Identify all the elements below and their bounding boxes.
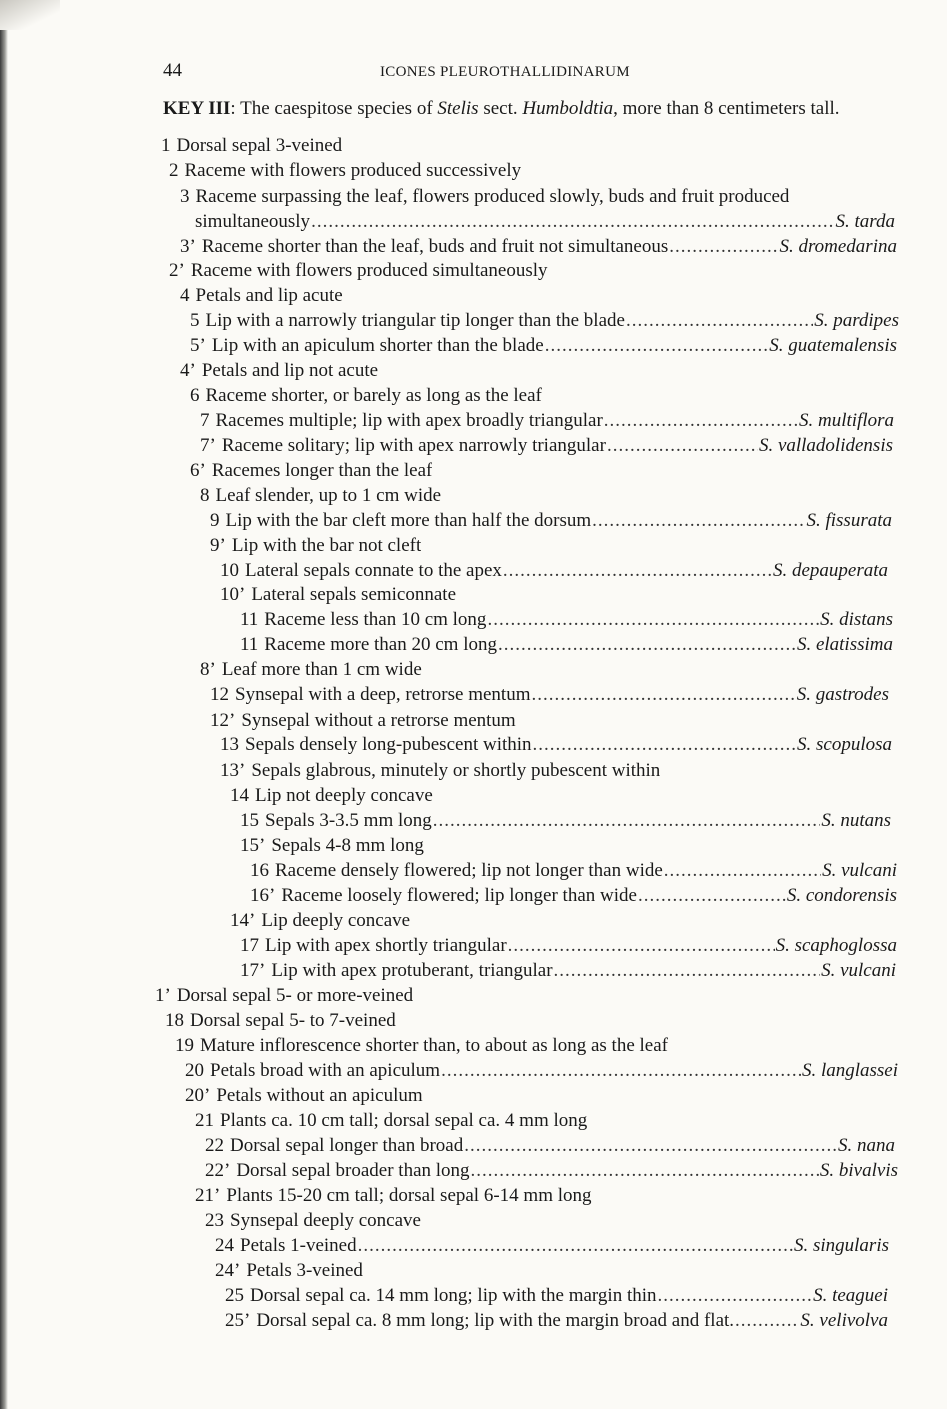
couplet-text: Raceme loosely flowered; lip longer than wide: [281, 885, 637, 906]
couplet-text: Synsepal deeply concave: [230, 1210, 421, 1231]
species-name: S. fissurata: [806, 510, 892, 531]
dot-leader: [508, 935, 775, 957]
species-name: S. elatissima: [796, 634, 893, 655]
key-couplet-line: [230, 785, 433, 809]
couplet-number: 23: [205, 1210, 224, 1231]
couplet-text: Lateral sepals semiconnate: [251, 584, 457, 605]
couplet-text: Leaf more than 1 cm wide: [221, 659, 422, 680]
key-couplet-line: [195, 211, 895, 235]
key-couplet-line: [220, 584, 456, 608]
key-couplet-line: [190, 310, 899, 334]
key-couplet-line: [220, 560, 888, 584]
key-couplet-line: [205, 1210, 421, 1234]
couplet-number: 20’: [185, 1085, 211, 1106]
couplet-number: 15: [240, 810, 259, 831]
couplet-text: Sepals 3-3.5 mm long: [265, 810, 432, 831]
key-title-text-2: sect.: [478, 98, 523, 119]
species-name: S. teaguei: [813, 1285, 888, 1306]
couplet-text: Dorsal sepal 5- or more-veined: [176, 985, 414, 1006]
couplet-number: 13’: [220, 760, 246, 781]
dot-leader: [311, 211, 834, 233]
species-name: S. depauperata: [772, 560, 888, 581]
couplet-text: Raceme with flowers produced successively: [184, 160, 522, 181]
key-couplet-line: [220, 760, 660, 784]
key-couplet-line: [210, 535, 421, 559]
key-couplet-line: [250, 860, 897, 884]
couplet-number: 11: [240, 609, 259, 630]
species-name: S. scaphoglossa: [775, 935, 897, 956]
couplet-number: 6’: [190, 460, 206, 481]
couplet-text: Petals 3-veined: [246, 1260, 363, 1281]
species-name: S. tarda: [835, 211, 895, 232]
couplet-number: 15’: [240, 835, 266, 856]
key-couplet-line: [215, 1260, 363, 1284]
couplet-number: 13: [220, 734, 239, 755]
running-head: ICONES PLEUROTHALLIDINARUM: [380, 64, 630, 80]
species-name: S. scopulosa: [797, 734, 892, 755]
couplet-number: 14: [230, 785, 249, 806]
species-name: S. distans: [820, 609, 893, 630]
couplet-text: Dorsal sepal 3-veined: [176, 135, 343, 156]
couplet-number: 6: [190, 385, 200, 406]
couplet-text: Petals and lip not acute: [201, 360, 379, 381]
couplet-text: Racemes multiple; lip with apex broadly triangular: [215, 410, 603, 431]
couplet-number: 25: [225, 1285, 244, 1306]
key-couplet-line: [155, 985, 413, 1009]
dot-leader: [626, 310, 813, 332]
couplet-number: 16: [250, 860, 269, 881]
dot-leader: [554, 960, 821, 982]
couplet-number: 5: [190, 310, 200, 331]
key-couplet-line: [230, 910, 410, 934]
couplet-text: Raceme shorter, or barely as long as the leaf: [205, 385, 542, 406]
couplet-text: Lip with apex protuberant, triangular: [271, 960, 553, 981]
species-name: S. multiflora: [798, 410, 894, 431]
key-title-genus: Stelis: [437, 98, 479, 119]
dot-leader: [441, 1060, 801, 1082]
key-couplet-line: [180, 285, 343, 309]
couplet-text: Lip deeply concave: [261, 910, 411, 931]
couplet-text: Petals without an apiculum: [216, 1085, 423, 1106]
couplet-text: Petals broad with an apiculum: [210, 1060, 441, 1081]
key-couplet-line: [240, 609, 893, 633]
couplet-text: Leaf slender, up to 1 cm wide: [215, 485, 442, 506]
couplet-text: Raceme with flowers produced simultaneously: [190, 260, 548, 281]
couplet-number: 3’: [180, 236, 196, 257]
couplet-text: Plants 15-20 cm tall; dorsal sepal 6-14 mm long: [226, 1185, 592, 1206]
dot-leader: [638, 885, 786, 907]
couplet-number: 22’: [205, 1160, 231, 1181]
couplet-text: Lip with the bar cleft more than half the dorsum: [225, 510, 592, 531]
key-couplet-line: [200, 435, 893, 459]
couplet-number: 4’: [180, 360, 196, 381]
couplet-number: 18: [165, 1010, 184, 1031]
couplet-text: Raceme shorter than the leaf, buds and fruit not simultaneous: [201, 236, 669, 257]
species-name: S. velivolva: [800, 1310, 888, 1331]
key-couplet-line: [210, 510, 892, 534]
species-name: S. vulcani: [822, 860, 897, 881]
couplet-number: 17’: [240, 960, 266, 981]
couplet-text: Racemes longer than the leaf: [211, 460, 433, 481]
couplet-number: 10: [220, 560, 239, 581]
couplet-text: Lip with a narrowly triangular tip longer than the blade: [205, 310, 625, 331]
key-couplet-line: [210, 710, 516, 734]
couplet-number: 3: [180, 186, 190, 207]
key-couplet-line: [169, 160, 521, 184]
key-couplet-line: [220, 734, 892, 758]
species-name: S. singularis: [793, 1235, 889, 1256]
couplet-text: Lip with an apiculum shorter than the blade: [211, 335, 544, 356]
couplet-number: 9’: [210, 535, 226, 556]
couplet-number: 21’: [195, 1185, 221, 1206]
species-name: S. dromedarina: [779, 236, 897, 257]
species-name: S. bivalvis: [819, 1160, 898, 1181]
key-couplet-line: [250, 885, 897, 909]
couplet-number: 4: [180, 285, 190, 306]
couplet-number: 17: [240, 935, 259, 956]
couplet-number: 21: [195, 1110, 214, 1131]
dot-leader: [669, 236, 778, 258]
dot-leader: [607, 435, 758, 457]
key-couplet-line: [195, 1185, 592, 1209]
key-couplet-line: [180, 186, 789, 210]
key-couplet-line: [240, 960, 896, 984]
key-couplet-line: [215, 1235, 889, 1259]
key-label: KEY III: [163, 98, 231, 119]
dot-leader: [735, 1310, 799, 1332]
species-name: S. pardipes: [814, 310, 899, 331]
couplet-number: 11: [240, 634, 259, 655]
key-couplet-line: [225, 1310, 888, 1334]
couplet-text: Sepals 4-8 mm long: [271, 835, 424, 856]
couplet-text: Dorsal sepal 5- to 7-veined: [190, 1010, 396, 1031]
species-name: S. guatemalensis: [769, 335, 897, 356]
dot-leader: [487, 609, 819, 631]
key-couplet-line: [200, 659, 422, 683]
couplet-number: 9: [210, 510, 220, 531]
key-couplet-line: [225, 1285, 888, 1309]
couplet-number: 14’: [230, 910, 256, 931]
key-couplet-line: [175, 1035, 668, 1059]
couplet-text: Lip not deeply concave: [255, 785, 433, 806]
couplet-text: Lip with apex shortly triangular: [265, 935, 507, 956]
couplet-text: Raceme surpassing the leaf, flowers produced slowly, buds and fruit produced: [195, 186, 790, 207]
couplet-number: 7: [200, 410, 210, 431]
key-couplet-line: [169, 260, 548, 284]
key-couplet-line: [165, 1010, 396, 1034]
dot-leader: [498, 634, 796, 656]
couplet-text: Synsepal without a retrorse mentum: [241, 710, 516, 731]
couplet-text: Lateral sepals connate to the apex: [245, 560, 502, 581]
key-couplet-line: [200, 485, 441, 509]
key-couplet-line: [240, 935, 897, 959]
couplet-text: Dorsal sepal longer than broad: [230, 1135, 464, 1156]
key-couplet-line: [190, 460, 432, 484]
key-couplet-line: [195, 1110, 587, 1134]
species-name: S. valladolidensis: [758, 435, 893, 456]
couplet-number: 20: [185, 1060, 204, 1081]
couplet-text: Petals 1-veined: [240, 1235, 357, 1256]
couplet-number: 1: [161, 135, 171, 156]
dot-leader: [592, 510, 805, 532]
couplet-number: 22: [205, 1135, 224, 1156]
couplet-text: Petals and lip acute: [195, 285, 343, 306]
couplet-text: Sepals densely long-pubescent within: [245, 734, 532, 755]
species-name: S. vulcani: [821, 960, 896, 981]
couplet-text: Sepals glabrous, minutely or shortly pubescent within: [251, 760, 661, 781]
dot-leader: [464, 1135, 837, 1157]
dot-leader: [664, 860, 821, 882]
key-couplet-line: [185, 1085, 423, 1109]
page-number: 44: [163, 60, 182, 81]
couplet-text: Plants ca. 10 cm tall; dorsal sepal ca. 4 mm long: [220, 1110, 588, 1131]
couplet-text: Raceme less than 10 cm long: [264, 609, 487, 630]
couplet-text: Lip with the bar not cleft: [231, 535, 422, 556]
couplet-number: 2: [169, 160, 179, 181]
dot-leader: [531, 684, 795, 706]
couplet-number: 10’: [220, 584, 246, 605]
couplet-text: Mature inflorescence shorter than, to about as long as the leaf: [200, 1035, 668, 1056]
key-couplet-line: [180, 236, 897, 260]
dot-leader: [471, 1160, 819, 1182]
couplet-text: Raceme more than 20 cm long: [264, 634, 497, 655]
species-name: S. condorensis: [786, 885, 897, 906]
dot-leader: [604, 410, 798, 432]
key-couplet-line: [205, 1135, 895, 1159]
couplet-number: 5’: [190, 335, 206, 356]
key-title-text-3: , more than 8 centimeters tall.: [613, 98, 840, 119]
couplet-text: Synsepal with a deep, retrorse mentum: [235, 684, 531, 705]
couplet-number: 1’: [155, 985, 171, 1006]
couplet-number: 19: [175, 1035, 194, 1056]
key-couplet-line: [185, 1060, 898, 1084]
couplet-number: 8: [200, 485, 210, 506]
key-couplet-line: [161, 135, 342, 159]
species-name: S. nutans: [821, 810, 891, 831]
key-couplet-line: [190, 335, 897, 359]
couplet-text: simultaneously: [195, 211, 311, 232]
couplet-number: 16’: [250, 885, 276, 906]
couplet-number: 8’: [200, 659, 216, 680]
key-couplet-line: [205, 1160, 898, 1184]
key-couplet-line: [190, 385, 542, 409]
couplet-number: 24’: [215, 1260, 241, 1281]
dot-leader: [358, 1235, 793, 1257]
couplet-text: Dorsal sepal ca. 14 mm long; lip with the margin thin: [250, 1285, 657, 1306]
couplet-number: 12: [210, 684, 229, 705]
couplet-text: Raceme densely flowered; lip not longer than wide: [275, 860, 663, 881]
couplet-text: Dorsal sepal broader than long: [236, 1160, 470, 1181]
dot-leader: [503, 560, 772, 582]
key-couplet-line: [240, 810, 891, 834]
dot-leader: [533, 734, 796, 756]
key-title-section: Humboldtia: [522, 98, 614, 119]
key-couplet-line: [200, 410, 894, 434]
couplet-number: 2’: [169, 260, 185, 281]
species-name: S. langlassei: [801, 1060, 898, 1081]
species-name: S. gastrodes: [796, 684, 889, 705]
key-couplet-line: [180, 360, 378, 384]
couplet-number: 12’: [210, 710, 236, 731]
dot-leader: [545, 335, 769, 357]
couplet-number: 24: [215, 1235, 234, 1256]
key-couplet-line: [210, 684, 889, 708]
key-couplet-line: [240, 835, 424, 859]
couplet-text: Dorsal sepal ca. 8 mm long; lip with the margin broad and flat.: [256, 1310, 735, 1331]
dot-leader: [658, 1285, 813, 1307]
couplet-number: 25’: [225, 1310, 251, 1331]
couplet-text: Raceme solitary; lip with apex narrowly triangular: [221, 435, 606, 456]
key-title-text-1: : The caespitose species of: [230, 98, 438, 119]
key-couplet-line: [240, 634, 893, 658]
dot-leader: [433, 810, 821, 832]
species-name: S. nana: [838, 1135, 895, 1156]
couplet-number: 7’: [200, 435, 216, 456]
